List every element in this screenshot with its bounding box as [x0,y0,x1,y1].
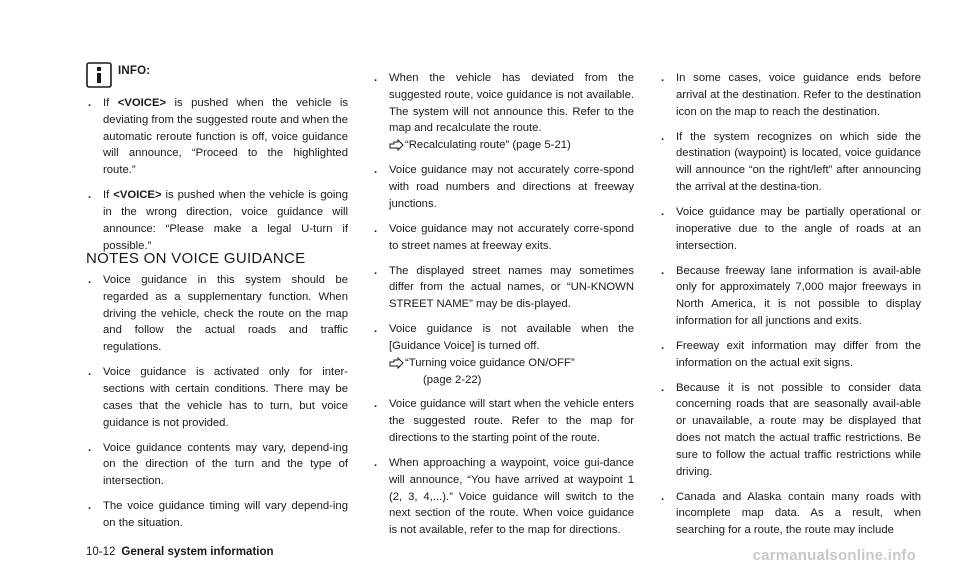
item-text: Freeway exit information may differ from the information on the actual exit signs. [676,339,921,369]
bullet: . [88,366,92,379]
bullet: . [661,381,665,394]
reference-page: (page 2-22) [423,373,482,386]
item-prefix: If [103,189,114,202]
list-item [659,70,921,120]
item-text: The displayed street names may sometimes differ from the actual names, or “UN-KNOWN STREET NAME” may be dis-played. [389,264,634,311]
item-text: Canada and Alaska contain many roads with incomplete map data. As a result, when searching for a route, the route may include [676,490,921,537]
list-item [372,263,634,313]
item-text: If the system recognizes on which side the destination (waypoint) is located, voice guidance will announce “on the right/left” after announcing the arrival at the destina-tion. [676,130,921,193]
item-text: Voice guidance may not accurately corre-spond with road numbers and directions at freeway junctions. [389,164,634,210]
item-text: is pushed when the vehicle is deviating from the suggested route and when the automatic reroute function is off, voice guidance will announce, “Proceed to the highlighted route.” [103,97,349,177]
voice-key-label: <VOICE> [113,189,162,202]
bullet: . [661,264,665,277]
reference-text: “Turning voice guidance ON/OFF” [405,356,575,369]
item-text: Because freeway lane information is avail-able only for approximately 7,000 major freeways in North America, it is not possible to display information for all junctions and exits. [676,264,921,327]
bullet: . [88,441,92,454]
bullet: . [88,189,92,202]
bullet: . [374,264,378,277]
list-item [372,321,634,388]
item-text: is pushed when the vehicle is going in the wrong direction, voice guidance will announce: “Please make a legal U-turn if possible.” [103,189,348,252]
item-text: The voice guidance timing will vary depend-ing on the situation. [103,500,348,529]
item-text: Voice guidance in this system should be regarded as a supplementary function. When driving the vehicle, check the route on the map and follow the actual roads and traffic regulations. [103,274,348,354]
list-item [659,204,921,254]
section-title: General system information [121,546,274,558]
reference-arrow-icon [389,357,405,369]
page-footer [86,544,274,561]
column-2-list [372,70,634,547]
column-1-notes-list [86,272,348,540]
info-label: INFO: [118,65,151,77]
list-item [659,380,921,481]
bullet: . [374,457,378,470]
bullet: . [661,205,665,218]
reference-text: “Recalculating route” (page 5-21) [405,139,571,152]
item-text: When approaching a waypoint, voice gui-dance will announce, “You have arrived at waypoint 1 (2, 3, 4,...).” Voice guidance will switch to the next section of the route. When voice guidance is not available, refer to the map for directions. [389,457,634,537]
bullet: . [88,97,92,109]
bullet: . [374,398,378,411]
column-1-info-list [86,95,348,263]
item-prefix: If [103,97,118,109]
bullet: . [374,72,378,84]
list-item [86,440,348,490]
bullet: . [88,500,92,513]
bullet: . [661,72,665,84]
list-item [86,187,348,254]
bullet: . [661,130,665,143]
column-3-list [659,70,921,547]
list-item [372,396,634,446]
bullet: . [374,164,378,177]
bullet: . [374,323,378,336]
item-text: Because it is not possible to consider data concerning roads that are seasonally avail-able or unavailable, a route may be displayed that does not match the actual traffic restrictions. Be sure to follow the actual traffic restrictions while driving. [676,381,921,478]
reference-arrow-icon [389,139,405,151]
item-text: Voice guidance will start when the vehicle enters the suggested route. Refer to the map for directions to the starting point of the route. [389,398,634,445]
list-item [86,364,348,431]
list-item [659,263,921,330]
bullet: . [88,274,92,286]
item-text: In some cases, voice guidance ends before arrival at the destination. Refer to the destination icon on the map to reach the destination. [676,72,921,118]
watermark: carmanualsonline.info [752,547,916,564]
list-item [86,272,348,356]
list-item [86,95,348,179]
page-reference[interactable] [389,355,634,389]
voice-key-label: <VOICE> [117,97,167,109]
page-reference[interactable] [389,137,634,154]
bullet: . [374,222,378,235]
item-text: Voice guidance may be partially operational or inoperative due to the angle of roads at an intersection. [676,205,921,252]
item-text: Voice guidance is not available when the [Guidance Voice] is turned off. [389,323,634,352]
item-text: When the vehicle has deviated from the suggested route, voice guidance is not available. The system will not announce this. Refer to the map and recalculate the route. [389,72,634,135]
item-text: Voice guidance may not accurately corre-spond to street names at freeway exits. [389,222,634,252]
item-text: Voice guidance is activated only for inter-sections with certain conditions. There may be cases that the vehicle has to turn, but voice guidance is not provided. [103,366,348,429]
section-heading: NOTES ON VOICE GUIDANCE [86,250,306,267]
list-item [659,129,921,196]
list-item [86,498,348,532]
info-icon [86,62,112,88]
list-item [372,455,634,539]
list-item [659,338,921,372]
list-item [372,221,634,255]
bullet: . [661,339,665,352]
item-text: Voice guidance contents may vary, depend-ing on the direction of the turn and the type of intersection. [103,441,348,488]
list-item [372,162,634,212]
list-item [372,70,634,154]
list-item [659,489,921,539]
page-number: 10-12 [86,546,116,558]
bullet: . [661,490,665,503]
